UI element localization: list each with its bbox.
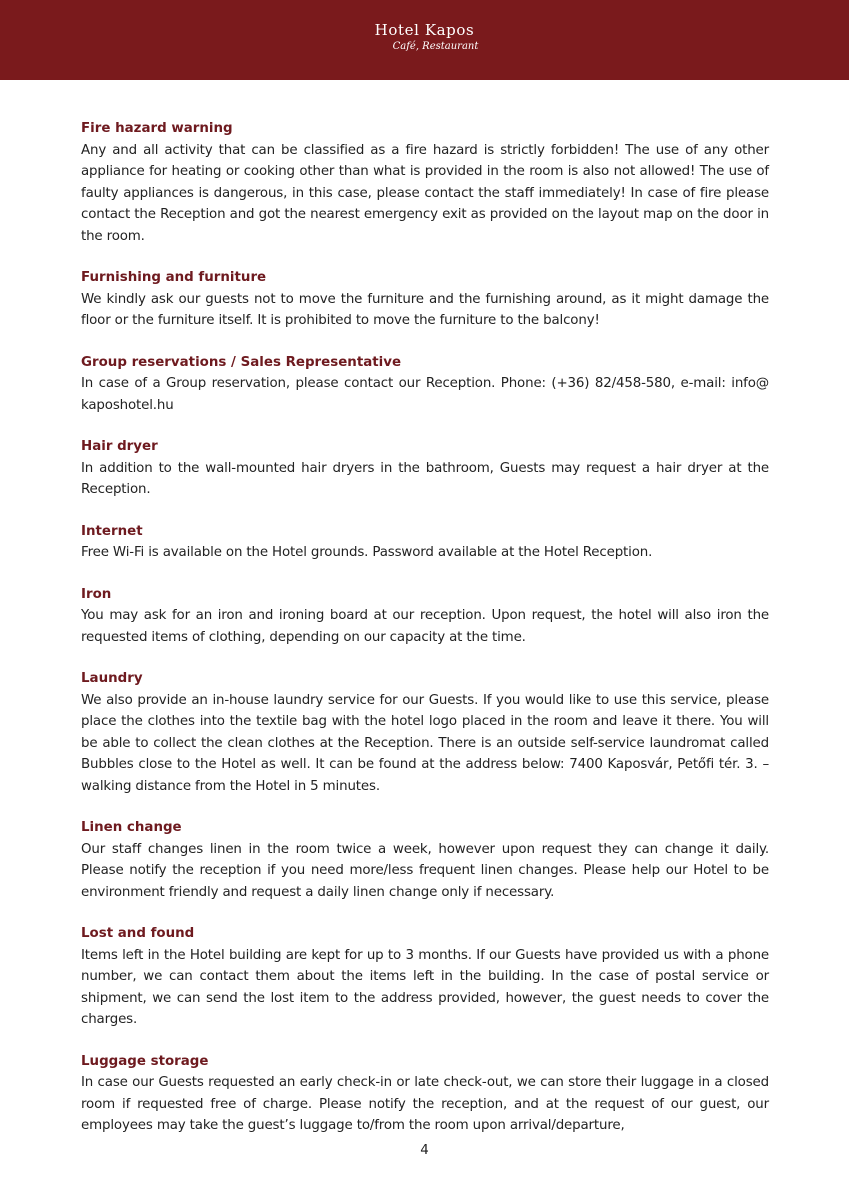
section-body: In case of a Group reservation, please contact our Reception. Phone: (+36) 82/458-580, e-mail: info@ kaposhotel.hu bbox=[81, 376, 769, 413]
section-linen-change bbox=[81, 817, 769, 903]
section-body: Our staff changes linen in the room twice a week, however upon request they can change it daily. Please notify the reception if you need more/less frequent linen changes. Please help our Hotel to be environment friendly and request a daily linen change only if necessary. bbox=[81, 841, 769, 900]
section-luggage-storage bbox=[81, 1051, 769, 1137]
section-group-reservations bbox=[81, 352, 769, 417]
section-furnishing bbox=[81, 267, 769, 332]
section-hair-dryer bbox=[81, 436, 769, 501]
section-title: Internet bbox=[81, 523, 143, 539]
section-iron bbox=[81, 584, 769, 649]
section-title: Laundry bbox=[81, 671, 143, 686]
section-body: You may ask for an iron and ironing board at our reception. Upon request, the hotel will also iron the requested items of clothing, depending on our capacity at the time. bbox=[81, 608, 769, 645]
section-lost-and-found bbox=[81, 923, 769, 1031]
section-title: Luggage storage bbox=[81, 1053, 209, 1069]
logo-main-text: Hotel Kapos bbox=[374, 21, 475, 39]
logo-sub-text: Café, Restaurant bbox=[392, 41, 479, 52]
section-fire-hazard bbox=[81, 118, 769, 247]
section-body: In addition to the wall-mounted hair dryers in the bathroom, Guests may request a hair dryer at the Reception. bbox=[81, 460, 769, 497]
section-title: Group reservations / Sales Representative bbox=[81, 354, 402, 370]
section-body: Any and all activity that can be classified as a fire hazard is strictly forbidden! The use of any other appliance for heating or cooking other than what is provided in the room is also not allowed! The use of faulty appliances is dangerous, in this case, please contact the staff immediately! In case of fire please contact the Reception and got the nearest emergency exit as provided on the layout map on the door in the room. bbox=[81, 142, 769, 244]
section-body: We kindly ask our guests not to move the furniture and the furnishing around, as it might damage the floor or the furniture itself. It is prohibited to move the furniture to the balcony! bbox=[81, 291, 769, 328]
section-internet bbox=[81, 521, 769, 564]
section-body: In case our Guests requested an early check-in or late check-out, we can store their luggage in a closed room if requested free of charge. Please notify the reception, and at the request of our guest, our employees may take the guest’s luggage to/from the room upon arrival/departure, bbox=[81, 1075, 769, 1133]
header-bar bbox=[0, 0, 849, 80]
section-title: Iron bbox=[81, 586, 112, 602]
section-body: We also provide an in-house laundry service for our Guests. If you would like to use this service, please place the clothes into the textile bag with the hotel logo placed in the room and leave it there. You will be able to collect the clean clothes at the Reception. There is an outside self-service laundromat called Bubbles close to the Hotel as well. It can be found at the address below: 7400 Kaposvár, Petőfi tér. 3. – walking distance from the Hotel in 5 minutes. bbox=[81, 692, 769, 794]
hotel-logo bbox=[0, 20, 849, 53]
section-body: Items left in the Hotel building are kept for up to 3 months. If our Guests have provided us with a phone number, we can contact them about the items left in the building. In the case of postal service or shipment, we can send the lost item to the address provided, however, the guest needs to cover the charges. bbox=[81, 947, 769, 1027]
section-title: Hair dryer bbox=[81, 439, 158, 454]
page-number: 4 bbox=[420, 1143, 429, 1158]
section-title: Fire hazard warning bbox=[81, 121, 233, 136]
section-title: Lost and found bbox=[81, 926, 195, 941]
page-content bbox=[81, 118, 769, 1157]
section-title: Furnishing and furniture bbox=[81, 270, 267, 285]
section-laundry bbox=[81, 668, 769, 797]
section-title: Linen change bbox=[81, 820, 182, 835]
section-body: Free Wi-Fi is available on the Hotel grounds. Password available at the Hotel Reception. bbox=[81, 545, 653, 560]
